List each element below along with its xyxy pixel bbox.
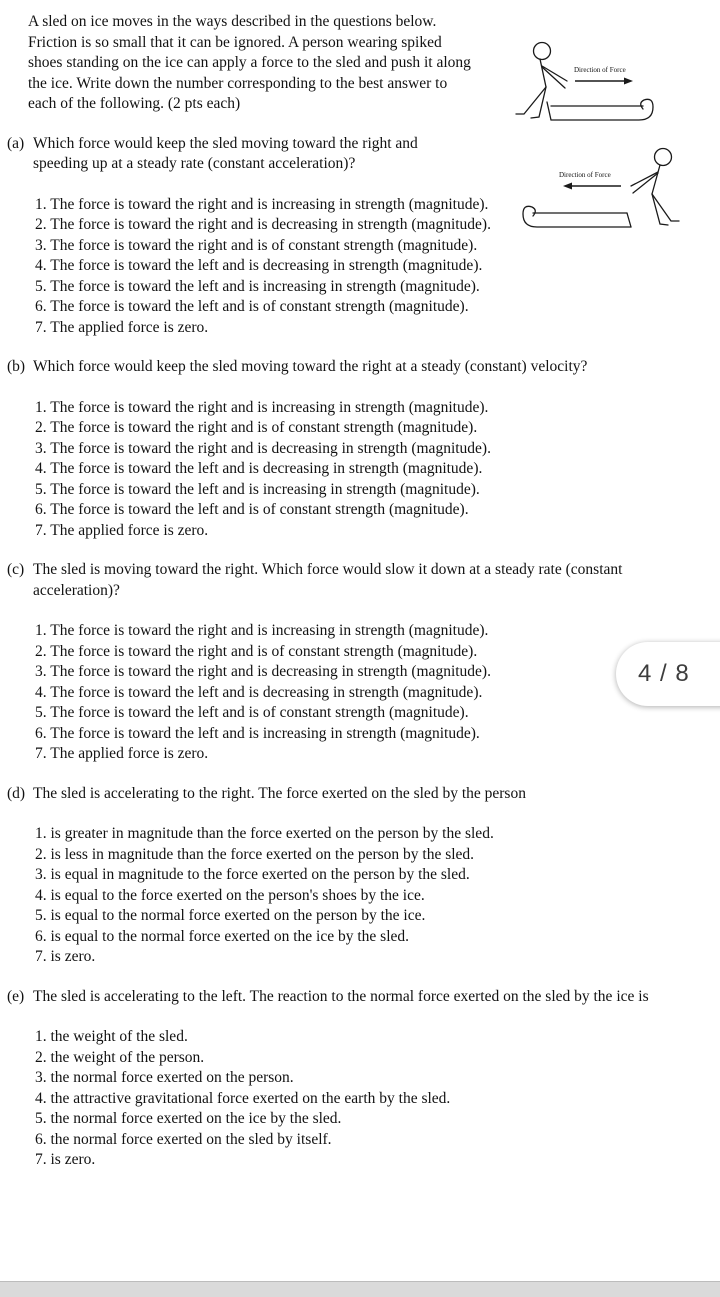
direction-of-force-label: Direction of Force: [574, 66, 626, 74]
question-label: (a): [7, 134, 25, 152]
option: 3. The force is toward the right and is decreasing in strength (magnitude).: [35, 663, 491, 680]
document-page: [0, 12, 720, 1297]
options-list-b: [35, 398, 720, 542]
option: 5. The force is toward the left and is increasing in strength (magnitude).: [35, 480, 480, 498]
option: 2. is less in magnitude than the force exerted on the person by the sled.: [35, 845, 475, 863]
question-label: (b): [7, 358, 26, 375]
option: 1. The force is toward the right and is increasing in strength (magnitude).: [35, 195, 489, 213]
option: 2. The force is toward the right and is of constant strength (magnitude).: [35, 419, 478, 436]
question-text: The sled is moving toward the right. Which force would slow it down at a steady rate (constant acceleration)?: [33, 561, 623, 599]
option: 1. is greater in magnitude than the force exerted on the person by the sled.: [35, 825, 494, 842]
viewer-bottom-bar: [0, 1281, 720, 1297]
option: 2. The force is toward the right and is of constant strength (magnitude).: [35, 642, 478, 660]
intro-paragraph: A sled on ice moves in the ways described in the questions below. Friction is so small that it can be ignored. A person wearing spiked shoes standing on the ice can apply a force to the sled and push it along the ice. Write down the number corresponding to the best answer to each of the following. (2 pts each): [28, 13, 471, 112]
question-text: Which force would keep the sled moving toward the right and speeding up at a steady rate (constant acceleration)?: [33, 134, 418, 172]
option: 5. the normal force exerted on the ice by the sled.: [35, 1110, 342, 1127]
option: 6. The force is toward the left and is of constant strength (magnitude).: [35, 298, 469, 315]
option: 5. The force is toward the left and is of constant strength (magnitude).: [35, 704, 469, 721]
force-left-arrow-icon: [563, 183, 621, 190]
option: 1. the weight of the sled.: [35, 1028, 188, 1045]
option: 4. is equal to the force exerted on the person's shoes by the ice.: [35, 886, 425, 904]
option: 7. is zero.: [35, 948, 96, 965]
option: 6. the normal force exerted on the sled by itself.: [35, 1130, 332, 1148]
question-text: Which force would keep the sled moving toward the right at a steady (constant) velocity?: [33, 358, 588, 375]
page-indicator: [616, 642, 720, 706]
option: 3. The force is toward the right and is decreasing in strength (magnitude).: [35, 439, 491, 457]
option: 6. The force is toward the left and is of constant strength (magnitude).: [35, 501, 469, 518]
option: 3. the normal force exerted on the person.: [35, 1069, 294, 1086]
question-d: [7, 784, 720, 805]
option: 7. The applied force is zero.: [35, 745, 209, 762]
option: 7. The applied force is zero.: [35, 521, 209, 539]
options-list-e: [35, 1027, 720, 1171]
option: 4. The force is toward the left and is decreasing in strength (magnitude).: [35, 257, 483, 274]
option: 5. The force is toward the left and is increasing in strength (magnitude).: [35, 277, 480, 295]
option: 1. The force is toward the right and is increasing in strength (magnitude).: [35, 622, 489, 639]
question-text: The sled is accelerating to the right. The force exerted on the sled by the person: [33, 784, 526, 802]
options-list-d: [35, 824, 720, 968]
question-label: (d): [7, 784, 26, 802]
option: 7. is zero.: [35, 1151, 96, 1168]
options-list-c: [35, 621, 720, 765]
page-indicator-text: 4 / 8: [638, 660, 690, 687]
option: 3. The force is toward the right and is of constant strength (magnitude).: [35, 236, 478, 254]
question-e: [7, 987, 720, 1008]
option: 2. the weight of the person.: [35, 1048, 205, 1066]
option: 7. The applied force is zero.: [35, 318, 209, 336]
question-text: The sled is accelerating to the left. The reaction to the normal force exerted on the sled by the ice is: [33, 987, 649, 1005]
question-label: (c): [7, 561, 25, 578]
option: 4. The force is toward the left and is decreasing in strength (magnitude).: [35, 683, 483, 701]
question-c: [7, 560, 720, 601]
force-right-arrow-icon: [575, 78, 633, 85]
sled-pushed-left-figure: [503, 145, 695, 235]
option: 5. is equal to the normal force exerted on the person by the ice.: [35, 907, 426, 924]
option: 1. The force is toward the right and is increasing in strength (magnitude).: [35, 398, 489, 416]
option: 6. The force is toward the left and is increasing in strength (magnitude).: [35, 724, 480, 742]
question-b: [7, 357, 720, 378]
option: 6. is equal to the normal force exerted on the ice by the sled.: [35, 927, 410, 945]
option: 4. the attractive gravitational force exerted on the earth by the sled.: [35, 1089, 451, 1107]
question-label: (e): [7, 987, 25, 1005]
option: 2. The force is toward the right and is decreasing in strength (magnitude).: [35, 216, 491, 233]
direction-of-force-label: Direction of Force: [559, 171, 611, 179]
sled-pushed-right-figure: [487, 38, 665, 130]
option: 4. The force is toward the left and is decreasing in strength (magnitude).: [35, 460, 483, 477]
option: 3. is equal in magnitude to the force exerted on the person by the sled.: [35, 866, 470, 883]
